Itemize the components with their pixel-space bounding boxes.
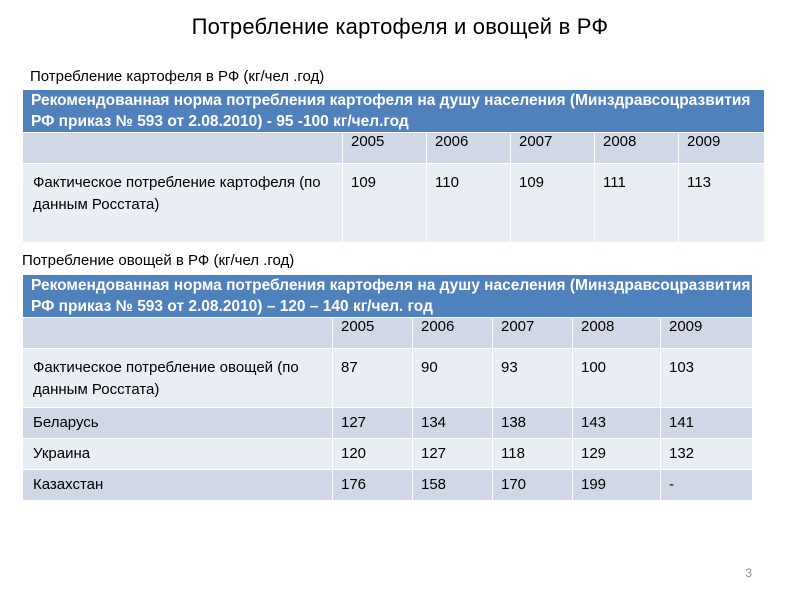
section1-caption: Потребление картофеля в РФ (кг/чел .год) xyxy=(30,68,325,85)
table-cell: 170 xyxy=(493,470,573,501)
row-label: Казахстан xyxy=(23,470,333,501)
table-cell: 120 xyxy=(333,439,413,470)
year-header: 2007 xyxy=(493,318,573,349)
year-header: 2006 xyxy=(427,133,511,164)
page-number: 3 xyxy=(745,566,752,580)
section2-caption: Потребление овощей в РФ (кг/чел .год) xyxy=(22,252,295,269)
table-cell: 138 xyxy=(493,408,573,439)
table-cell: 111 xyxy=(595,164,679,243)
table-cell: 129 xyxy=(573,439,661,470)
table-cell: 127 xyxy=(333,408,413,439)
table-row xyxy=(23,470,753,501)
table-cell: 103 xyxy=(661,349,753,408)
potato-consumption-table xyxy=(22,89,764,243)
table-cell: 134 xyxy=(413,408,493,439)
year-header: 2009 xyxy=(679,133,765,164)
row-label: Украина xyxy=(23,439,333,470)
year-header: 2007 xyxy=(511,133,595,164)
table-cell: 143 xyxy=(573,408,661,439)
table-cell: 87 xyxy=(333,349,413,408)
row-label: Фактическое потребление картофеля (по данным Росстата) xyxy=(23,164,343,243)
table-cell: 110 xyxy=(427,164,511,243)
year-header-empty xyxy=(23,133,343,164)
table-cell: 132 xyxy=(661,439,753,470)
table-cell: 141 xyxy=(661,408,753,439)
table-cell: 158 xyxy=(413,470,493,501)
year-header: 2008 xyxy=(573,318,661,349)
table-row xyxy=(23,408,753,439)
year-header: 2008 xyxy=(595,133,679,164)
vegetable-consumption-table xyxy=(22,274,753,501)
table-cell: 118 xyxy=(493,439,573,470)
year-header: 2009 xyxy=(661,318,753,349)
year-header-empty xyxy=(23,318,333,349)
year-header: 2006 xyxy=(413,318,493,349)
year-header: 2005 xyxy=(343,133,427,164)
vegetable-norm-header: Рекомендованная норма потребления картофеля на душу населения (Минздравсоцразвития РФ приказ № 593 от 2.08.2010) – 120 – 140 кг/чел. год xyxy=(23,275,753,318)
table-row xyxy=(23,164,765,243)
table-row xyxy=(23,349,753,408)
table-cell: 109 xyxy=(511,164,595,243)
row-label: Беларусь xyxy=(23,408,333,439)
table-cell: 93 xyxy=(493,349,573,408)
potato-table-clip xyxy=(22,89,764,259)
potato-norm-header: Рекомендованная норма потребления картофеля на душу населения (Минздравсоцразвития РФ приказ № 593 от 2.08.2010) - 95 -100 кг/чел.год xyxy=(23,90,765,133)
table-cell: - xyxy=(661,470,753,501)
table-cell: 90 xyxy=(413,349,493,408)
table-cell: 109 xyxy=(343,164,427,243)
table-cell: 127 xyxy=(413,439,493,470)
year-header: 2005 xyxy=(333,318,413,349)
table-row xyxy=(23,439,753,470)
table-cell: 199 xyxy=(573,470,661,501)
table-cell: 176 xyxy=(333,470,413,501)
slide-title: Потребление картофеля и овощей в РФ xyxy=(191,14,609,39)
row-label: Фактическое потребление овощей (по данным Росстата) xyxy=(23,349,333,408)
table-cell: 100 xyxy=(573,349,661,408)
table-cell: 113 xyxy=(679,164,765,243)
